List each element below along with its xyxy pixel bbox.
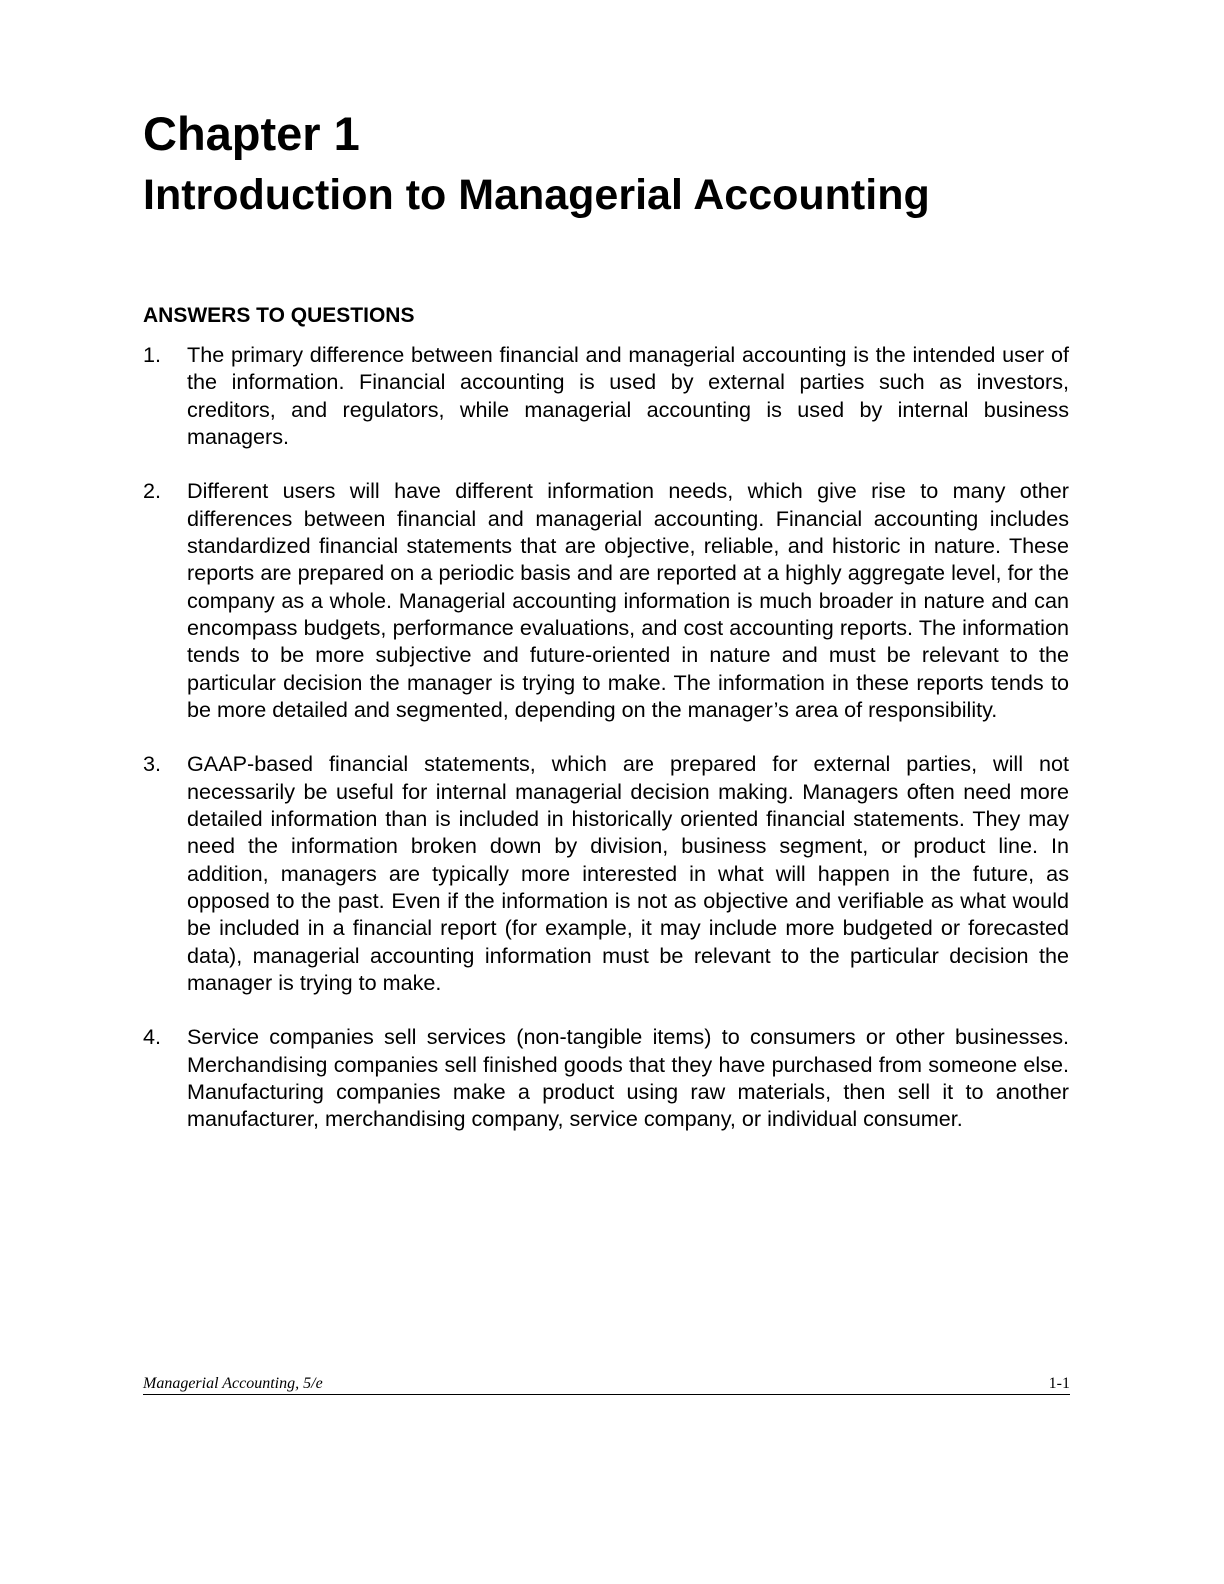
- footer-page-number: 1-1: [1048, 1375, 1070, 1392]
- answer-text: The primary difference between financial and managerial accounting is the intended user of the information. Financial accounting is used by external parties such as investors, creditors, and regulators, while managerial accounting is used by internal business managers.: [187, 342, 1069, 449]
- answer-text: GAAP-based financial statements, which are prepared for external parties, will not necessarily be useful for internal managerial decision making. Managers often need more detailed information than is included in historically oriented financial statements. They may need the information broken down by division, business segment, or product line. In addition, managers are typically more interested in what will happen in the future, as opposed to the past. Even if the information is not as objective and verifiable as what would be included in a financial report (for example, it may include more budgeted or forecasted data), managerial accounting information must be relevant to the particular decision the manager is trying to make.: [187, 751, 1069, 995]
- chapter-number: Chapter 1: [143, 107, 360, 160]
- page-footer: [143, 1374, 1070, 1395]
- answer-number: 3.: [143, 751, 162, 777]
- footer-book-title: Managerial Accounting, 5/e: [143, 1375, 323, 1392]
- answer-number: 2.: [143, 478, 162, 504]
- answer-number: 1.: [143, 342, 162, 367]
- answer-text: Different users will have different information needs, which give rise to many other differences between financial and managerial accounting. Financial accounting includes standardized financial statements that are objective, reliable, and historic in nature. These reports are prepared on a periodic basis and are reported at a highly aggregate level, for the company as a whole. Managerial accounting information is much broader in nature and can encompass budgets, performance evaluations, and cost accounting reports. The information tends to be more subjective and future-oriented in nature and must be relevant to the particular decision the manager is trying to make. The information in these reports tends to be more detailed and segmented, depending on the manager’s area of responsibility.: [187, 478, 1069, 722]
- chapter-title: Introduction to Managerial Accounting: [143, 171, 930, 219]
- answer-item: [143, 341, 1069, 450]
- section-heading: ANSWERS TO QUESTIONS: [143, 304, 415, 327]
- answer-item: [143, 750, 1069, 996]
- answer-number: 4.: [143, 1024, 162, 1050]
- answers-list: [143, 341, 1069, 1160]
- answer-item: [143, 477, 1069, 723]
- answer-item: [143, 1023, 1069, 1132]
- answer-text: Service companies sell services (non-tangible items) to consumers or other businesses. Merchandising companies sell finished goods that they have purchased from someone else. Manufacturing companies make a product using raw materials, then sell it to another manufacturer, merchandising company, service company, or individual consumer.: [187, 1024, 1069, 1132]
